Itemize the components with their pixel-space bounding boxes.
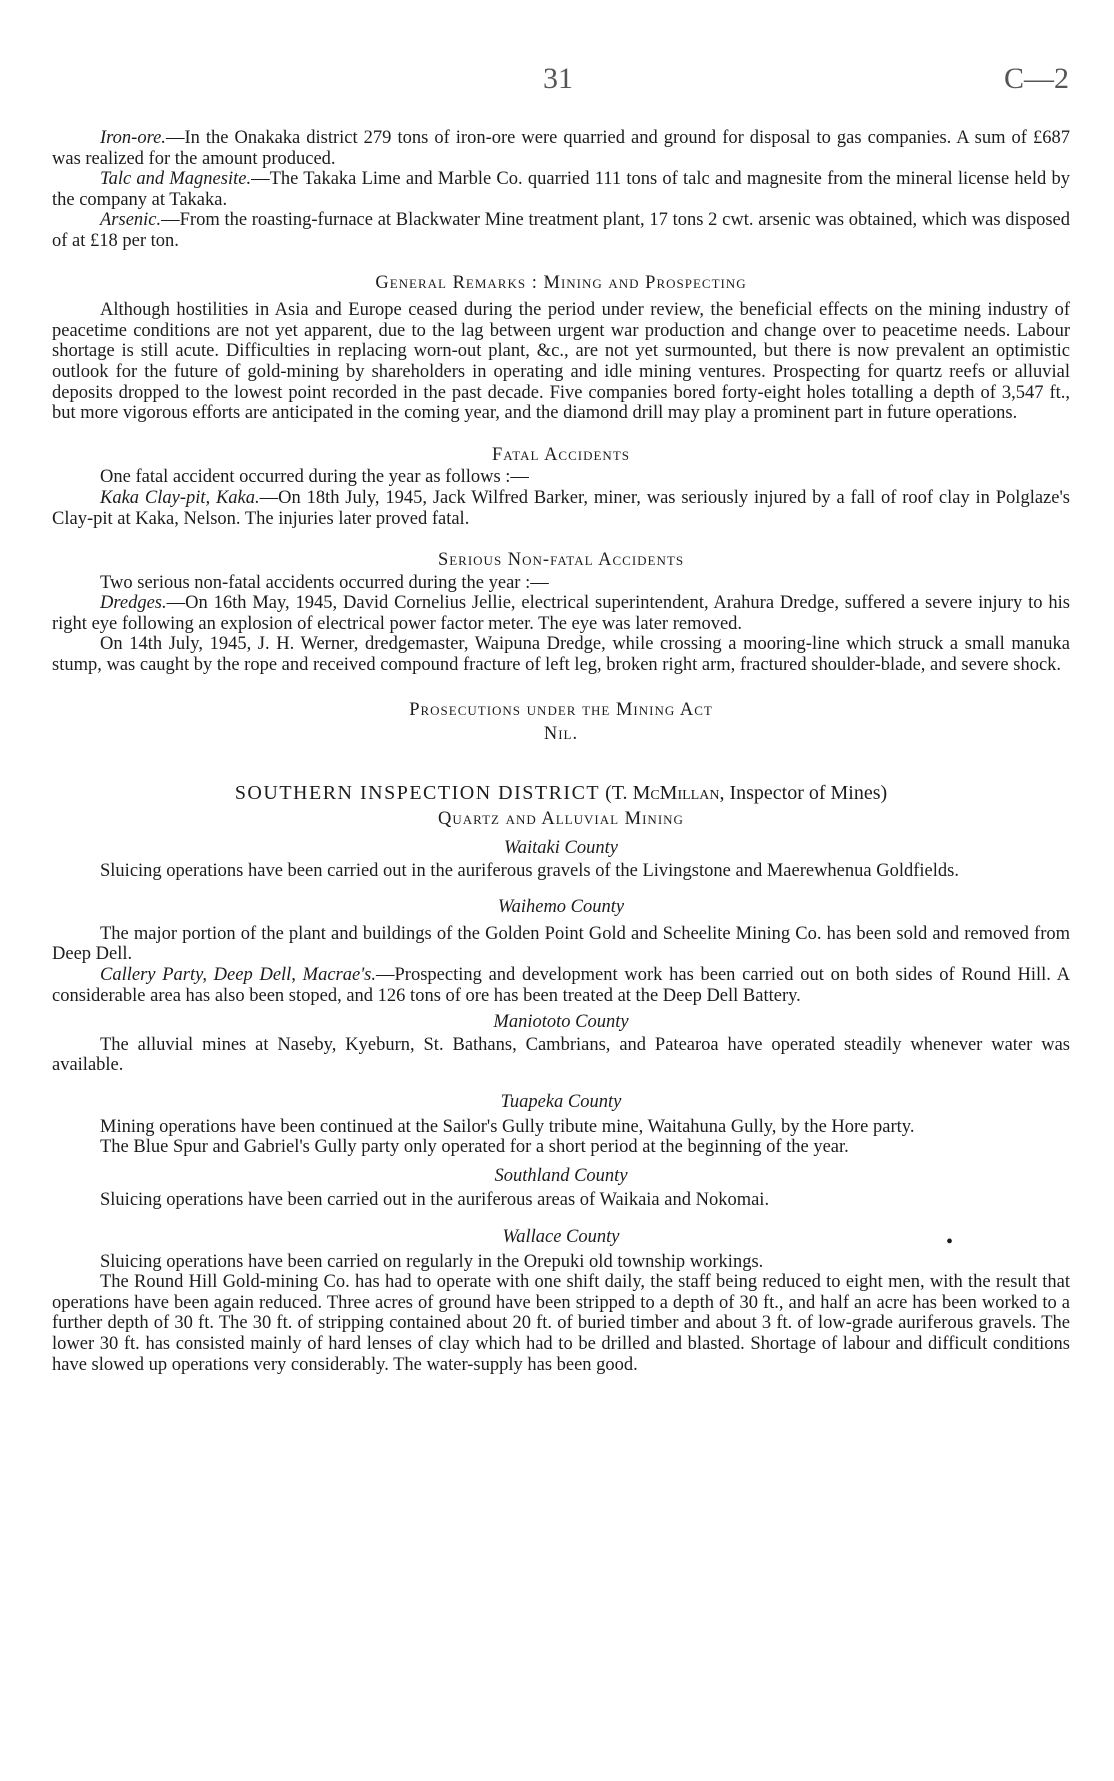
tuapeka-paragraph-2: The Blue Spur and Gabriel's Gully party only operated for a short period at the beginning of the year. (100, 1137, 849, 1158)
stray-mark: • (946, 1231, 954, 1253)
inspector-close: , Inspector of Mines) (719, 781, 888, 804)
talc-paragraph (52, 169, 1070, 210)
run-in-heading: Iron-ore. (100, 128, 166, 148)
run-in-heading: Kaka Clay-pit, Kaka. (100, 487, 260, 508)
page-header (0, 62, 1114, 102)
general-remarks-paragraph: Although hostilities in Asia and Europe ceased during the period under review, the beneficial effects on the mining industry of peacetime conditions are not yet apparent, due to the lag between urgent war production and change over to peacetime needs. Labour shortage is still acute. Difficulties in replacing worn-out plant, &c., are not yet surmounted, but there is now prevalent an optimistic outlook for the future of gold-mining by shareholders in operating and idle mining ventures. Prospecting for quartz reefs or alluvial deposits dropped to the lowest point recorded in the past decade. Five companies bored forty-eight holes totalling a depth of 3,547 ft., but more vigorous efforts are anticipated in the coming year, and the diamond drill may play a prominent part in future operations. (52, 300, 1070, 424)
iron-ore-paragraph (52, 128, 1070, 169)
southland-paragraph: Sluicing operations have been carried out in the auriferous areas of Waikaia and Nokomai. (100, 1190, 770, 1211)
run-in-heading: Dredges. (100, 593, 167, 614)
run-in-heading: Callery Party, Deep Dell, Macrae's. (100, 965, 376, 985)
dredges-paragraph (52, 593, 1070, 634)
district-heading (52, 783, 1070, 804)
page-number: 31 (543, 62, 573, 95)
page-body (52, 128, 1070, 1375)
paragraph-text: —In the Onakaka district 279 tons of iron-ore were quarried and ground for disposal to gas companies. A sum of £687 was realized for the amount produced. (52, 128, 1070, 169)
prosecutions-heading: Prosecutions under the Mining Act (409, 699, 713, 720)
paragraph-text: —From the roasting-furnace at Blackwater Mine treatment plant, 17 tons 2 cwt. arsenic was obtained, which was disposed of at £18 per ton. (52, 210, 1070, 251)
fatal-accident-item (52, 488, 1070, 529)
run-in-heading: Talc and Magnesite. (100, 169, 252, 190)
callery-paragraph (52, 965, 1070, 1006)
paragraph-text: —On 18th July, 1945, Jack Wilfred Barker, miner, was seriously injured by a fall of roof clay in Polglaze's Clay-pit at Kaka, Nelson. The injuries later proved fatal. (52, 487, 1070, 529)
wallace-paragraph-2: The Round Hill Gold-mining Co. has had to operate with one shift daily, the staff being reduced to eight men, with the result that operations have been again reduced. Three acres of ground have been stripped to a depth of 30 ft., and half an acre has been worked to a further depth of 30 ft. The 30 ft. of stripping contained about 20 ft. of buried timber and about 3 ft. of low-grade auriferous gravels. The lower 30 ft. has consisted mainly of hard lenses of clay which had to be drilled and blasted. Shortage of labour and difficult conditions have slowed up operations very considerably. The water-supply has been good. (52, 1272, 1070, 1375)
southland-heading: Southland County (494, 1165, 628, 1186)
arsenic-paragraph (52, 210, 1070, 251)
prosecutions-text: Nil. (543, 724, 579, 745)
fatal-intro: One fatal accident occurred during the year as follows :— (100, 467, 529, 488)
paragraph-text: —On 16th May, 1945, David Cornelius Jellie, electrical superintendent, Arahura Dredge, suffered a severe injury to his right eye following an explosion of electrical power factor meter. The eye was later removed. (52, 593, 1070, 634)
tuapeka-heading: Tuapeka County (500, 1091, 622, 1112)
tuapeka-paragraph-1: Mining operations have been continued at the Sailor's Gully tribute mine, Waitahuna Gully, by the Hore party. (100, 1116, 915, 1137)
wallace-paragraph-1: Sluicing operations have been carried on regularly in the Orepuki old township workings. (100, 1251, 764, 1272)
fatal-accidents-heading: Fatal Accidents (492, 444, 630, 465)
general-remarks-heading: General Remarks : Mining and Prospecting (375, 272, 747, 293)
serious-intro: Two serious non-fatal accidents occurred during the year :— (100, 572, 549, 593)
paragraph-text: —Prospecting and development work has been carried out on both sides of Round Hill. A considerable area has also been stoped, and 126 tons of ore has been treated at the Deep Dell Battery. (52, 965, 1070, 1006)
district-name: SOUTHERN INSPECTION DISTRICT (234, 781, 601, 804)
paragraph-text: —The Takaka Lime and Marble Co. quarried 111 tons of talc and magnesite from the mineral license held by the company at Takaka. (52, 169, 1070, 210)
inspector-open: (T. (605, 781, 633, 804)
inspector-name: McMillan (632, 781, 720, 804)
wallace-heading: Wallace County (502, 1226, 620, 1247)
waihemo-heading: Waihemo County (497, 897, 625, 918)
run-in-heading: Arsenic. (100, 210, 162, 231)
maniototo-paragraph: The alluvial mines at Naseby, Kyeburn, St. Bathans, Cambrians, and Patearoa have operated steadily whenever water was available. (52, 1034, 1070, 1076)
waihemo-paragraph: The major portion of the plant and buildings of the Golden Point Gold and Scheelite Mining Co. has been sold and removed from Deep Dell. (52, 923, 1070, 965)
waitaki-heading: Waitaki County (504, 838, 618, 859)
series-reference: C—2 (1003, 62, 1069, 95)
maniototo-heading: Maniototo County (493, 1012, 629, 1033)
serious-accidents-heading: Serious Non-fatal Accidents (437, 550, 685, 571)
waitaki-paragraph: Sluicing operations have been carried out in the auriferous gravels of the Livingstone and Maerewhenua Goldfields. (100, 860, 959, 881)
waipuna-paragraph: On 14th July, 1945, J. H. Werner, dredgemaster, Waipuna Dredge, while crossing a mooring-line which struck a small manuka stump, was caught by the rope and received compound fracture of left leg, broken right arm, fractured shoulder-blade, and severe shock. (52, 634, 1070, 676)
quartz-alluvial-heading: Quartz and Alluvial Mining (438, 809, 684, 830)
